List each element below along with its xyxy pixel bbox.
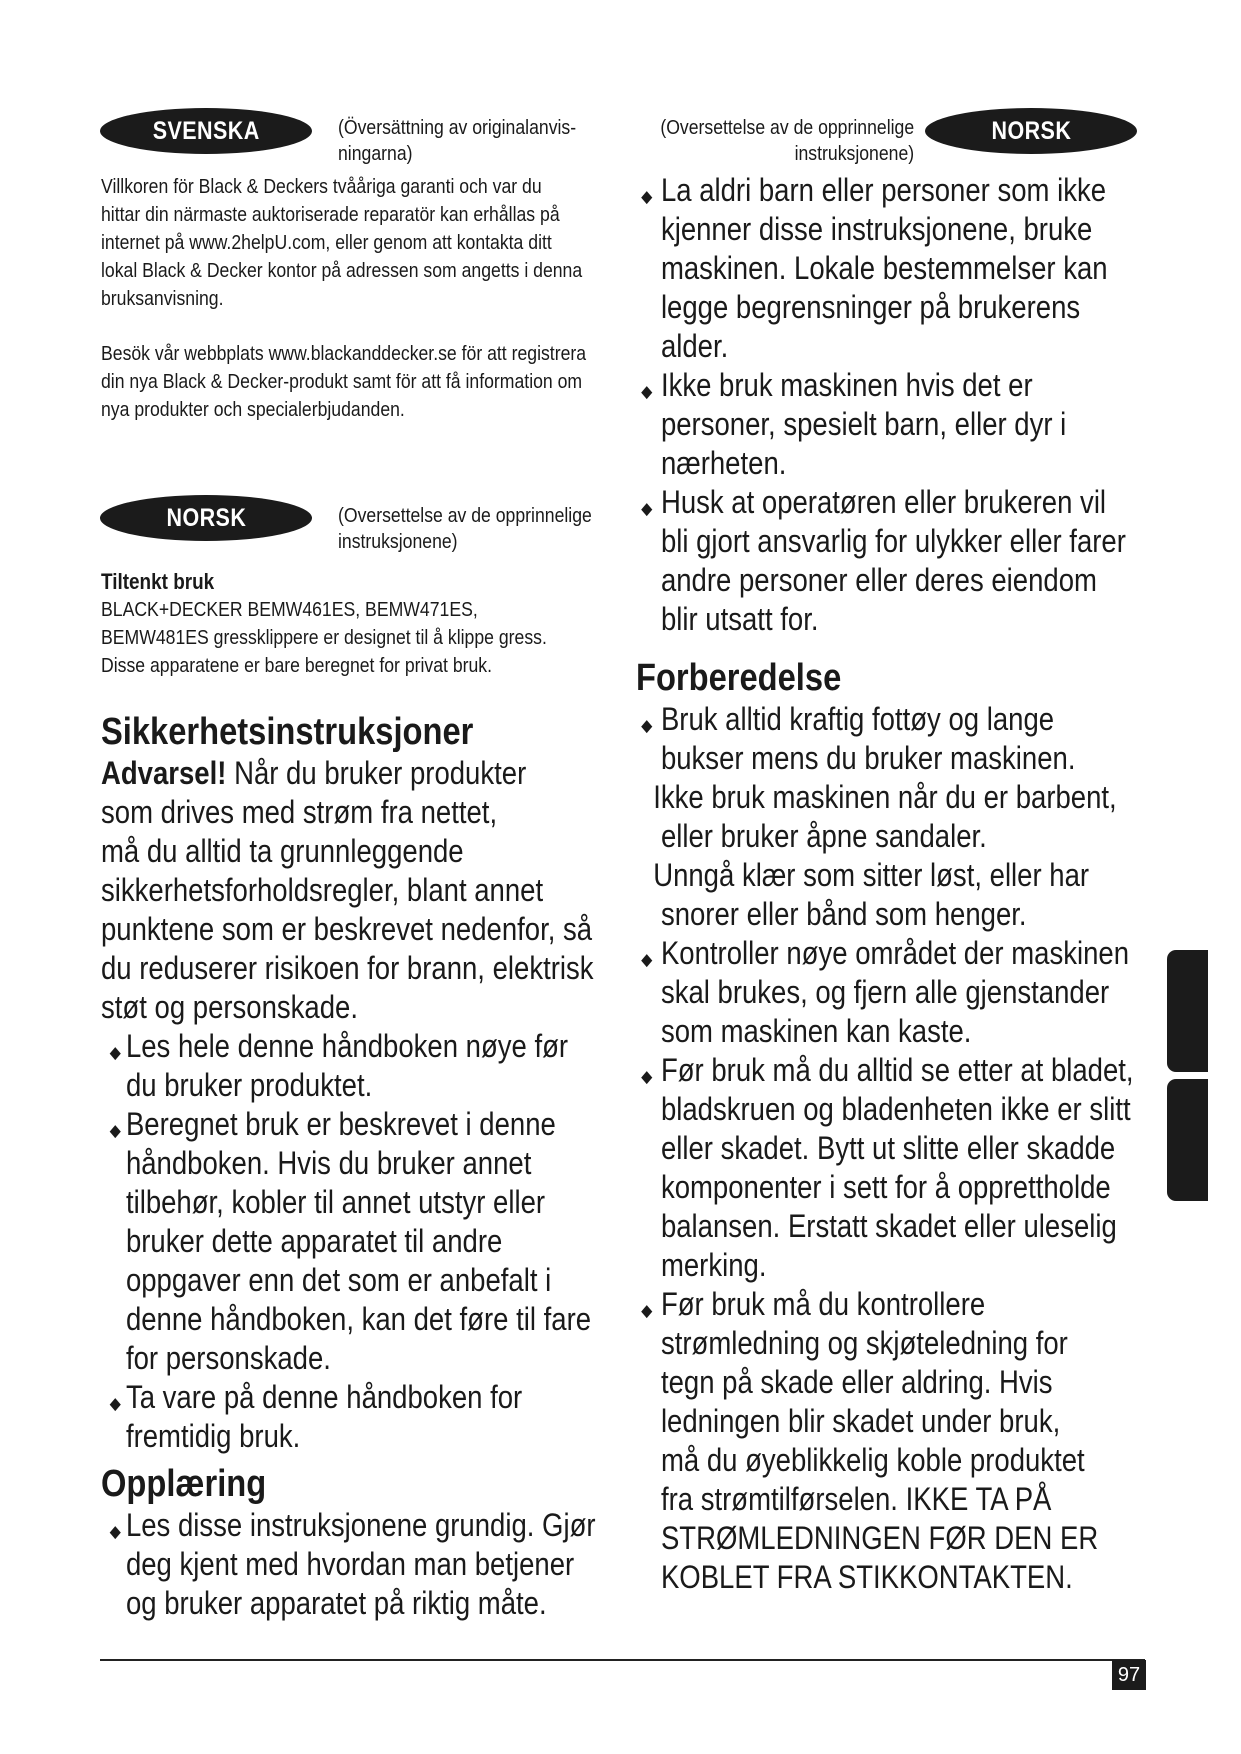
bullet-diamond-icon: ◆ xyxy=(641,950,653,969)
bullet-diamond-icon: ◆ xyxy=(641,716,653,735)
warranty-paragraph: Villkoren för Black & Deckers tvååriga garanti och var du hittar din närmaste auktoriserade reparatör kan erhållas på internet på www.2helpU.com, eller genom att kontakta ditt lokal Black & Decker kontor på adressen som angetts i denna bruksanvisning. xyxy=(101,175,583,310)
safety-section xyxy=(101,710,594,1456)
intended-use-heading: Tiltenkt bruk xyxy=(101,569,215,594)
bullet-diamond-icon: ◆ xyxy=(109,1522,121,1541)
list-item: ◆ Les hele denne håndboken nøye før du bruker produktet. xyxy=(109,1028,569,1103)
bullet-diamond-icon: ◆ xyxy=(109,1394,121,1413)
bullet-diamond-icon: ◆ xyxy=(641,499,653,518)
right-bullets xyxy=(636,171,1126,639)
training-heading: Opplæring xyxy=(101,1463,267,1505)
training-section xyxy=(101,1462,596,1623)
list-item: ◆ Før bruk må du alltid se etter at bladet, bladskruen og bladenheten ikke er slitt eller skadet. Bytt ut slitte eller skadde komponenter i sett for å opprettholde balansen. Erstatt skadet eller uleselig merking. xyxy=(641,1052,1134,1283)
list-item: ◆ Ikke bruk maskinen hvis det er personer, spesielt barn, eller dyr i nærheten. xyxy=(641,367,1067,481)
list-item: ◆ Husk at operatøren eller brukeren vil bli gjort ansvarlig for ulykker eller farer andre personer eller deres eiendom blir utsatt for. xyxy=(641,484,1126,637)
translation-note-norsk: (Oversettelse av de opprinnelige instruksjonene) xyxy=(338,504,592,553)
warning-label: Advarsel! xyxy=(101,755,227,791)
language-badge-norsk-right: NORSK xyxy=(925,108,1137,154)
list-item: ◆ Før bruk må du kontrollere strømledning og skjøteledning for tegn på skade eller aldring. Hvis ledningen blir skadet under bruk, må du øyeblikkelig koble produktet fra strømtilførselen. IKKE TA PÅ STRØMLEDNINGEN FØR DEN ER KOBLET FRA STIKKONTAKTEN. xyxy=(641,1286,1099,1595)
warning-paragraph: Advarsel! Når du bruker produkter som drives med strøm fra nettet, må du alltid ta grunnleggende sikkerhetsforholdsregler, blant annet punktene som er beskrevet nedenfor, så du reduserer risikoen for brann, elektrisk støt og personskade. xyxy=(101,755,594,1025)
translation-note-svenska: (Översättning av originalanvis- ningarna) xyxy=(338,116,577,165)
translation-note-norsk-right: (Oversettelse av de opprinnelige instruksjonene) xyxy=(660,116,914,165)
intended-use-section: Tiltenkt bruk BLACK+DECKER BEMW461ES, BEMW471ES, BEMW481ES gressklippere er designet til å klippe gress. Disse apparatene er bare beregnet for privat bruk. xyxy=(101,569,547,677)
preparation-note-barefoot: Ikke bruk maskinen når du er barbent, eller bruker åpne sandaler. xyxy=(653,779,1117,854)
language-badge-svenska: SVENSKA xyxy=(100,108,312,154)
bullet-diamond-icon: ◆ xyxy=(641,187,653,206)
register-paragraph: Besök vår webbplats www.blackanddecker.se för att registrera din nya Black & Decker-produkt samt för att få information om nya produkter och specialerbjudanden. xyxy=(101,342,587,421)
bullet-diamond-icon: ◆ xyxy=(641,1067,653,1086)
list-item: ◆ La aldri barn eller personer som ikke kjenner disse instruksjonene, bruke maskinen. Lokale bestemmelser kan legge begrensninger på brukerens alder. xyxy=(641,172,1108,364)
bullet-diamond-icon: ◆ xyxy=(641,382,653,401)
list-item: ◆ Ta vare på denne håndboken for fremtidig bruk. xyxy=(109,1379,523,1454)
safety-heading: Sikkerhetsinstruksjoner xyxy=(101,711,474,753)
section-thumb-tab xyxy=(1167,950,1208,1072)
list-item: ◆ Kontroller nøye området der maskinen skal brukes, og fjern alle gjenstander som maskinen kan kaste. xyxy=(641,935,1129,1049)
preparation-section xyxy=(636,656,1134,1597)
bullet-diamond-icon: ◆ xyxy=(109,1121,121,1140)
preparation-note-clothing: Unngå klær som sitter løst, eller har snorer eller bånd som henger. xyxy=(653,857,1090,932)
section-thumb-tab xyxy=(1167,1079,1208,1201)
preparation-heading: Forberedelse xyxy=(636,657,842,699)
footer-rule xyxy=(100,1659,1145,1661)
bullet-diamond-icon: ◆ xyxy=(109,1043,121,1062)
list-item: ◆ Beregnet bruk er beskrevet i denne håndboken. Hvis du bruker annet tilbehør, kobler til annet utstyr eller bruker dette apparatet til andre oppgaver enn det som er anbefalt i denne håndboken, kan det føre til fare for personskade. xyxy=(109,1106,592,1376)
list-item: ◆ Bruk alltid kraftig fottøy og lange bukser mens du bruker maskinen. xyxy=(641,701,1076,776)
bullet-diamond-icon: ◆ xyxy=(641,1301,653,1320)
language-badge-norsk: NORSK xyxy=(100,495,312,541)
list-item: ◆ Les disse instruksjonene grundig. Gjør deg kjent med hvordan man betjener og bruker apparatet på riktig måte. xyxy=(109,1507,596,1621)
page-number: 97 xyxy=(1112,1660,1146,1690)
